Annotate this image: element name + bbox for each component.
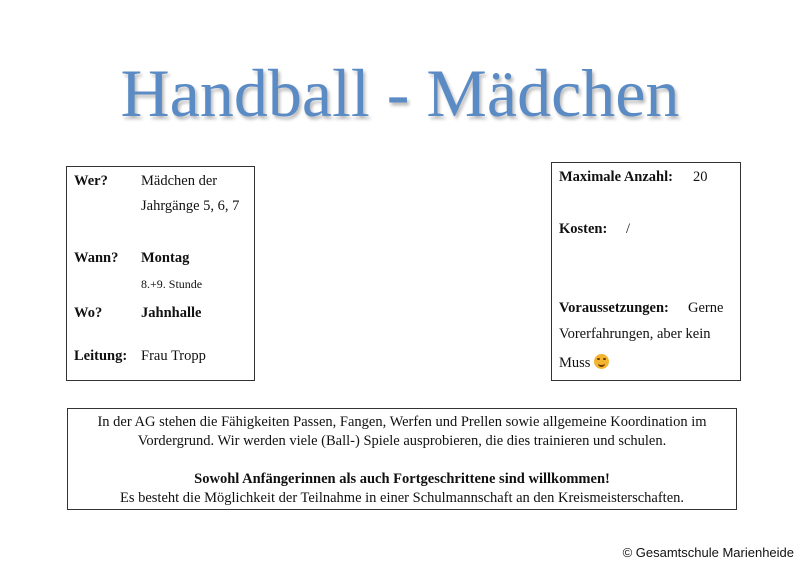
description-line4: Es besteht die Möglichkeit der Teilnahme in einer Schulmannschaft an den Kreismeisterschaften.	[119, 490, 685, 506]
wo-value: Jahnhalle	[141, 305, 202, 321]
copyright-footer: © Gesamtschule Marienheide	[622, 545, 794, 560]
wann-value: Montag	[141, 250, 190, 266]
smiley-wink-icon	[594, 354, 609, 369]
page-title: Handball - Mädchen	[120, 55, 680, 131]
wann-label: Wann?	[74, 250, 119, 266]
wer-label: Wer?	[74, 173, 108, 189]
info-box-right	[551, 162, 741, 381]
voraussetzungen-value-line3	[559, 354, 609, 372]
description-line1: In der AG stehen die Fähigkeiten Passen, Fangen, Werfen und Prellen sowie allgemeine Koordination im	[97, 414, 707, 430]
kosten-label: Kosten:	[559, 221, 608, 237]
description-highlight: Sowohl Anfängerinnen als auch Fortgeschrittene sind willkommen!	[194, 471, 610, 487]
kosten-value: /	[626, 221, 631, 237]
voraussetzungen-label: Voraussetzungen:	[559, 300, 669, 316]
max-value: 20	[693, 169, 708, 185]
max-label: Maximale Anzahl:	[559, 169, 673, 185]
wann-detail: 8.+9. Stunde	[141, 277, 203, 291]
wer-value-line2: Jahrgänge 5, 6, 7	[141, 198, 240, 214]
voraussetzungen-value-line1: Gerne	[688, 300, 724, 316]
wo-label: Wo?	[74, 305, 103, 321]
wer-value-line1: Mädchen der	[141, 173, 218, 189]
description-line2: Vordergrund. Wir werden viele (Ball-) Spiele ausprobieren, die dies trainieren und schulen.	[137, 433, 667, 449]
description-box	[67, 408, 737, 510]
muss-text: Muss	[559, 355, 591, 371]
leitung-label: Leitung:	[74, 348, 128, 364]
voraussetzungen-value-line2: Vorerfahrungen, aber kein	[559, 326, 711, 342]
info-box-left	[66, 166, 255, 381]
leitung-value: Frau Tropp	[141, 348, 206, 364]
